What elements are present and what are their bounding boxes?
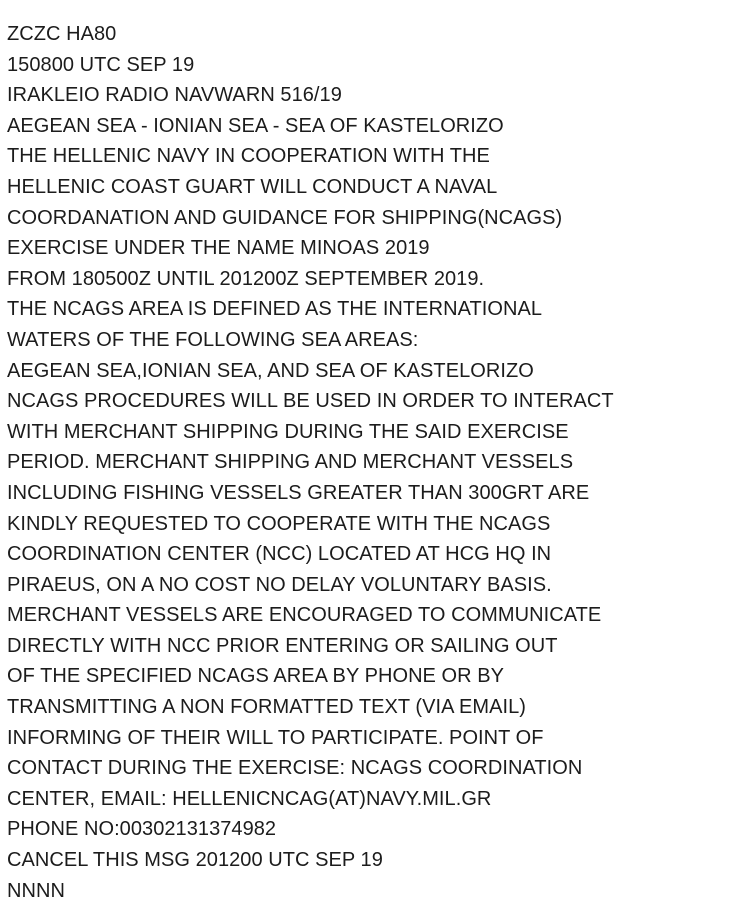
body-line: EXERCISE UNDER THE NAME MINOAS 2019 bbox=[7, 237, 430, 260]
email-line: CENTER, EMAIL: HELLENICNCAG(AT)NAVY.MIL.GR bbox=[7, 787, 492, 810]
area-line: AEGEAN SEA - IONIAN SEA - SEA OF KASTELORIZO bbox=[7, 114, 504, 137]
body-line: WATERS OF THE FOLLOWING SEA AREAS: bbox=[7, 328, 419, 351]
navwarn-message bbox=[7, 19, 614, 906]
header-line: ZCZC HA80 bbox=[7, 23, 117, 45]
body-line: HELLENIC COAST GUART WILL CONDUCT A NAVAL bbox=[7, 175, 498, 198]
body-line: NCAGS PROCEDURES WILL BE USED IN ORDER TO INTERACT bbox=[7, 390, 614, 413]
body-line: AEGEAN SEA,IONIAN SEA, AND SEA OF KASTELORIZO bbox=[7, 359, 534, 382]
body-line: THE HELLENIC NAVY IN COOPERATION WITH THE bbox=[7, 145, 490, 168]
body-line: INFORMING OF THEIR WILL TO PARTICIPATE. POINT OF bbox=[7, 726, 544, 749]
body-line: FROM 180500Z UNTIL 201200Z SEPTEMBER 2019. bbox=[7, 267, 485, 290]
body-line: CONTACT DURING THE EXERCISE: NCAGS COORDINATION bbox=[7, 757, 583, 780]
end-marker-line: NNNN bbox=[7, 879, 65, 902]
datetime-line: 150800 UTC SEP 19 bbox=[7, 53, 195, 76]
body-line: PERIOD. MERCHANT SHIPPING AND MERCHANT VESSELS bbox=[7, 451, 574, 474]
cancel-line: CANCEL THIS MSG 201200 UTC SEP 19 bbox=[7, 849, 383, 872]
body-line: INCLUDING FISHING VESSELS GREATER THAN 300GRT ARE bbox=[7, 481, 590, 504]
phone-line: PHONE NO:00302131374982 bbox=[7, 818, 277, 841]
body-line: THE NCAGS AREA IS DEFINED AS THE INTERNATIONAL bbox=[7, 298, 543, 321]
body-line: OF THE SPECIFIED NCAGS AREA BY PHONE OR BY bbox=[7, 665, 505, 688]
body-line: COORDANATION AND GUIDANCE FOR SHIPPING(NCAGS) bbox=[7, 206, 563, 229]
body-line: PIRAEUS, ON A NO COST NO DELAY VOLUNTARY BASIS. bbox=[7, 573, 552, 596]
body-line: MERCHANT VESSELS ARE ENCOURAGED TO COMMUNICATE bbox=[7, 604, 602, 627]
station-line: IRAKLEIO RADIO NAVWARN 516/19 bbox=[7, 84, 342, 107]
body-line: DIRECTLY WITH NCC PRIOR ENTERING OR SAILING OUT bbox=[7, 634, 558, 657]
body-line: TRANSMITTING A NON FORMATTED TEXT (VIA EMAIL) bbox=[7, 696, 526, 719]
body-line: WITH MERCHANT SHIPPING DURING THE SAID EXERCISE bbox=[7, 420, 569, 443]
body-line: KINDLY REQUESTED TO COOPERATE WITH THE NCAGS bbox=[7, 512, 551, 535]
body-line: COORDINATION CENTER (NCC) LOCATED AT HCG HQ IN bbox=[7, 543, 552, 566]
